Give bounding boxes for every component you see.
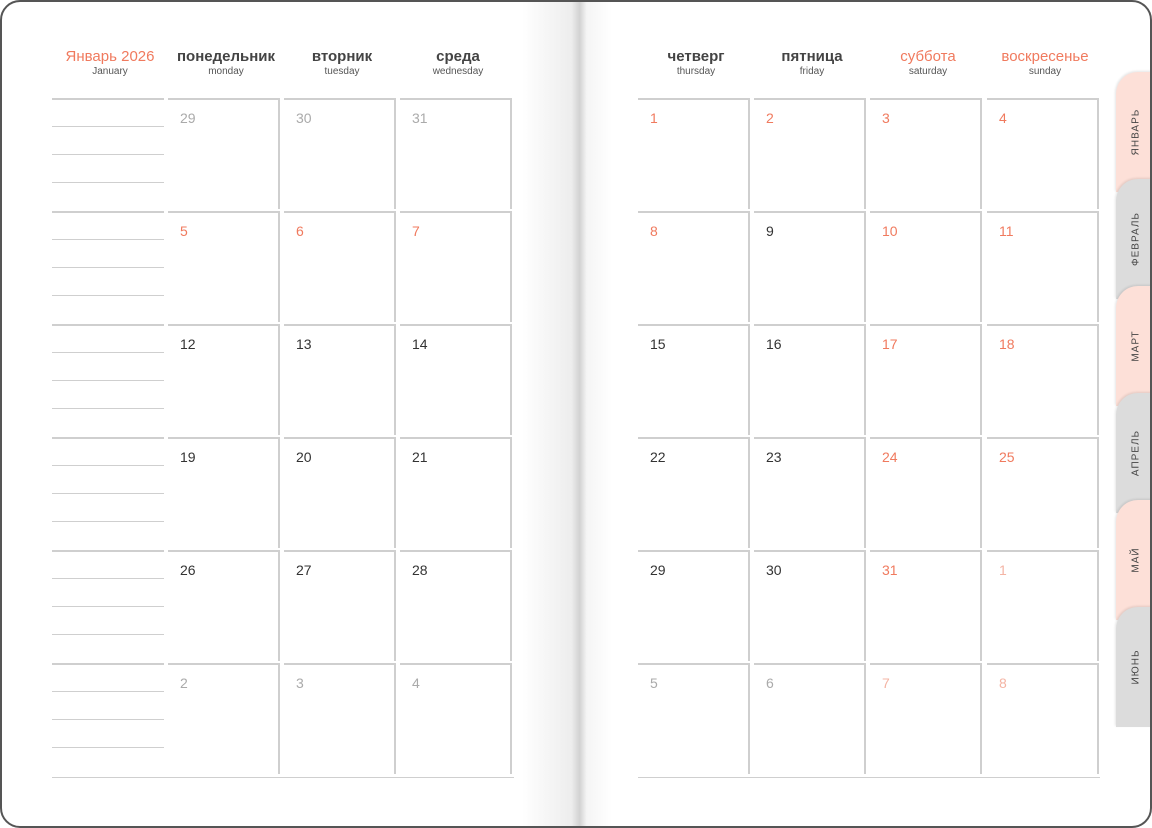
day-name-ru: воскресенье: [1001, 48, 1089, 65]
notes-line: [52, 691, 164, 692]
day-number: 14: [412, 336, 428, 352]
day-number: 25: [999, 449, 1015, 465]
day-number: 4: [412, 675, 420, 691]
day-cell[interactable]: [638, 324, 750, 435]
day-cell[interactable]: [638, 211, 750, 322]
day-cell[interactable]: [284, 211, 396, 322]
day-cell[interactable]: [638, 98, 750, 209]
day-cell[interactable]: [284, 663, 396, 774]
day-name-ru: понедельник: [176, 48, 276, 65]
day-cell[interactable]: [168, 550, 280, 661]
day-number: 7: [882, 675, 890, 691]
day-cell[interactable]: [987, 211, 1099, 322]
day-name-en: monday: [208, 66, 244, 77]
day-cell[interactable]: [987, 324, 1099, 435]
day-header-monday: [170, 48, 282, 77]
day-number: 24: [882, 449, 898, 465]
day-cell[interactable]: [754, 437, 866, 548]
day-cell[interactable]: [284, 98, 396, 209]
day-cell[interactable]: [168, 437, 280, 548]
day-number: 29: [180, 110, 196, 126]
day-name-en: tuesday: [324, 66, 360, 77]
day-number: 8: [650, 223, 658, 239]
notes-line: [52, 380, 164, 381]
day-name-ru: вторник: [311, 48, 373, 65]
day-cell[interactable]: [870, 550, 982, 661]
month-title-header: [54, 48, 166, 77]
day-number: 2: [766, 110, 774, 126]
day-number: 9: [766, 223, 774, 239]
day-cell[interactable]: [168, 324, 280, 435]
day-cell[interactable]: [870, 98, 982, 209]
day-number: 1: [999, 562, 1007, 578]
day-number: 19: [180, 449, 196, 465]
month-title-en: January: [92, 66, 128, 77]
day-number: 21: [412, 449, 428, 465]
day-number: 20: [296, 449, 312, 465]
day-number: 5: [650, 675, 658, 691]
day-cell[interactable]: [987, 663, 1099, 774]
day-name-en: sunday: [1028, 66, 1062, 77]
day-cell[interactable]: [168, 211, 280, 322]
day-cell[interactable]: [987, 98, 1099, 209]
notes-line: [52, 267, 164, 268]
day-cell[interactable]: [400, 663, 512, 774]
notes-line: [52, 578, 164, 579]
notes-line: [52, 437, 164, 439]
month-tab-1[interactable]: [1116, 179, 1152, 299]
notes-line: [52, 211, 164, 213]
day-cell[interactable]: [870, 211, 982, 322]
day-name-en: saturday: [908, 66, 948, 77]
day-header-thursday: [640, 48, 752, 77]
month-tab-label: АПРЕЛЬ: [1130, 429, 1142, 477]
right-bottom-line: [638, 777, 1100, 778]
notes-line: [52, 295, 164, 296]
day-name-ru: суббота: [900, 48, 956, 65]
month-title: Январь 2026: [65, 48, 155, 65]
day-cell[interactable]: [754, 324, 866, 435]
day-header-friday: [756, 48, 868, 77]
day-number: 1: [650, 110, 658, 126]
day-number: 2: [180, 675, 188, 691]
day-number: 11: [999, 223, 1014, 239]
month-tab-label: МАЙ: [1130, 547, 1142, 573]
day-number: 30: [766, 562, 782, 578]
day-cell[interactable]: [400, 324, 512, 435]
notes-block[interactable]: [52, 663, 164, 774]
notes-line: [52, 239, 164, 240]
day-number: 30: [296, 110, 312, 126]
notes-block[interactable]: [52, 550, 164, 661]
day-cell[interactable]: [638, 437, 750, 548]
notes-line: [52, 719, 164, 720]
day-name-ru: среда: [436, 48, 480, 65]
month-tab-3[interactable]: [1116, 393, 1152, 513]
notes-line: [52, 324, 164, 326]
day-name-ru: четверг: [667, 48, 725, 65]
day-number: 26: [180, 562, 196, 578]
day-header-sunday: [989, 48, 1101, 77]
notes-line: [52, 408, 164, 409]
day-cell[interactable]: [987, 437, 1099, 548]
day-number: 31: [412, 110, 428, 126]
day-cell[interactable]: [987, 550, 1099, 661]
day-cell[interactable]: [284, 550, 396, 661]
day-name-ru: пятница: [781, 48, 843, 65]
day-number: 8: [999, 675, 1007, 691]
day-header-wednesday: [402, 48, 514, 77]
month-tab-label: ФЕВРАЛЬ: [1130, 212, 1142, 266]
day-name-en: wednesday: [432, 66, 484, 77]
day-number: 3: [296, 675, 304, 691]
day-number: 12: [180, 336, 196, 352]
day-cell[interactable]: [400, 211, 512, 322]
day-cell[interactable]: [400, 550, 512, 661]
day-number: 16: [766, 336, 782, 352]
day-number: 23: [766, 449, 782, 465]
day-number: 10: [882, 223, 898, 239]
month-tab-2[interactable]: [1116, 286, 1152, 406]
day-number: 22: [650, 449, 666, 465]
month-tab-4[interactable]: [1116, 500, 1152, 620]
notes-block[interactable]: [52, 437, 164, 548]
month-tab-0[interactable]: [1116, 72, 1152, 192]
day-number: 4: [999, 110, 1007, 126]
notes-line: [52, 663, 164, 665]
day-name-en: thursday: [676, 66, 716, 77]
notes-line: [52, 606, 164, 607]
month-tab-5[interactable]: [1116, 607, 1152, 727]
day-cell[interactable]: [754, 98, 866, 209]
day-number: 17: [882, 336, 898, 352]
day-number: 6: [296, 223, 304, 239]
day-cell[interactable]: [168, 663, 280, 774]
notes-block[interactable]: [52, 324, 164, 435]
notes-line: [52, 154, 164, 155]
day-number: 7: [412, 223, 420, 239]
day-name-en: friday: [799, 66, 825, 77]
day-cell[interactable]: [284, 324, 396, 435]
day-number: 18: [999, 336, 1015, 352]
notes-line: [52, 747, 164, 748]
notes-block[interactable]: [52, 98, 164, 209]
day-header-tuesday: [286, 48, 398, 77]
day-number: 15: [650, 336, 666, 352]
day-cell[interactable]: [754, 550, 866, 661]
day-cell[interactable]: [870, 663, 982, 774]
day-number: 13: [296, 336, 312, 352]
day-cell[interactable]: [638, 663, 750, 774]
day-cell[interactable]: [168, 98, 280, 209]
day-number: 3: [882, 110, 890, 126]
notes-line: [52, 126, 164, 127]
day-cell[interactable]: [754, 663, 866, 774]
day-cell[interactable]: [400, 98, 512, 209]
notes-block[interactable]: [52, 211, 164, 322]
month-tab-label: МАРТ: [1130, 330, 1142, 362]
day-number: 31: [882, 562, 898, 578]
day-cell[interactable]: [754, 211, 866, 322]
day-number: 6: [766, 675, 774, 691]
day-number: 28: [412, 562, 428, 578]
day-number: 5: [180, 223, 188, 239]
day-cell[interactable]: [870, 437, 982, 548]
day-cell[interactable]: [400, 437, 512, 548]
notes-line: [52, 465, 164, 466]
month-tab-label: ЯНВАРЬ: [1130, 108, 1142, 156]
left-bottom-line: [52, 777, 514, 778]
day-number: 27: [296, 562, 312, 578]
day-cell[interactable]: [638, 550, 750, 661]
notes-line: [52, 182, 164, 183]
notes-line: [52, 521, 164, 522]
day-header-saturday: [872, 48, 984, 77]
notes-line: [52, 352, 164, 353]
notes-line: [52, 550, 164, 552]
notes-line: [52, 493, 164, 494]
day-cell[interactable]: [870, 324, 982, 435]
day-cell[interactable]: [284, 437, 396, 548]
month-tab-label: ИЮНЬ: [1130, 649, 1142, 685]
page-gutter: [522, 2, 612, 826]
notes-line: [52, 634, 164, 635]
day-number: 29: [650, 562, 666, 578]
notes-line: [52, 98, 164, 100]
